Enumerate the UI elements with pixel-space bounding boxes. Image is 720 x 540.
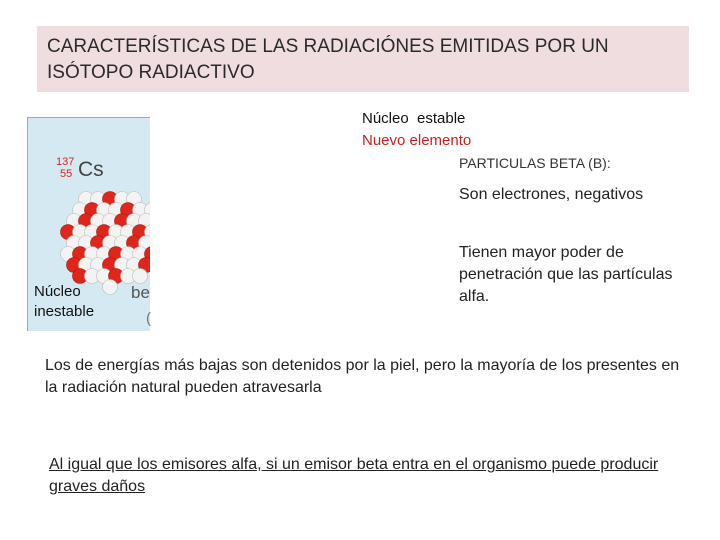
electrons-text: Son electrones, negativos [459,186,644,203]
partial-tick: ( [146,310,151,327]
unstable-nucleus-label: Núcleo inestable [34,283,95,320]
stable-nucleus-label: Núcleo estable [362,110,466,127]
warning-paragraph: Al igual que los emisores alfa, si un emisor beta entra en el organismo puede producir graves daños [49,456,659,495]
atomic-number: 55 [60,168,73,180]
partial-beta-label: be [131,283,150,302]
beta-particles-heading: PARTICULAS BETA (B): [459,155,611,171]
neutron [133,269,148,284]
energy-paragraph: Los de energías más bajas son detenidos por la piel, pero la mayoría de los presentes en la radiación natural pueden atravesarla [45,357,680,396]
page-title-line-2: ISÓTOPO RADIACTIVO [47,62,255,83]
mass-number: 137 [56,156,75,168]
page-title-line-1: CARACTERÍSTICAS DE LAS RADIACIÓNES EMITIDAS POR UN [47,36,609,57]
element-symbol: Cs [78,158,104,181]
title-box [37,26,689,92]
nucleon-cluster [61,192,151,295]
new-element-label: Nuevo elemento [362,132,472,149]
penetration-text: Tienen mayor poder de penetración que las partículas alfa. [459,244,673,305]
